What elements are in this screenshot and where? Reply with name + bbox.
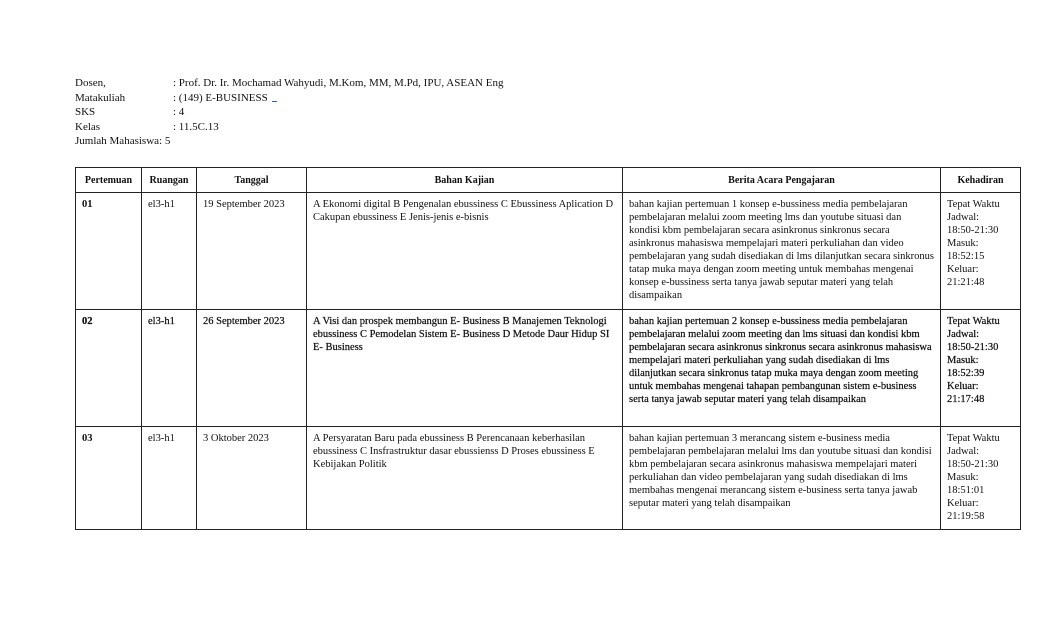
attendance-keluar: 21:21:48 [947, 277, 985, 288]
attendance-masuk-label: Masuk: [947, 355, 979, 366]
attendance-masuk-label: Masuk: [947, 238, 979, 249]
sks-value: : 4 [173, 106, 185, 118]
dosen-label: Dosen, [75, 77, 106, 89]
attendance-masuk-label: Masuk: [947, 472, 979, 483]
header-pertemuan: Pertemuan [76, 168, 142, 193]
info-row-jumlah [75, 134, 503, 149]
cell-kehadiran [941, 193, 1021, 310]
cell-pertemuan: 02 [76, 310, 142, 427]
jumlah-label: Jumlah Mahasiswa [75, 135, 160, 147]
cell-tanggal: 3 Oktober 2023 [197, 427, 307, 530]
cell-kehadiran [941, 310, 1021, 427]
cell-berita-acara: bahan kajian pertemuan 2 konsep e-bussiness media pembelajaran pembelajaran melalui zoom meeting dan lms situasi dan kondisi kbm pembelajaran secara asinkronus sinkronus secara asinkronus mahasiswa mempelajari materi perkuliahan yang sudah disediakan di lms dilanjutkan secara sinkronus tatap muka maya dengan zoom meeting untuk membahas mengenai tahapan pembangunan sistem e-business serta tanya jawab seputar materi yang telah disampaikan [623, 310, 941, 427]
attendance-masuk: 18:51:01 [947, 485, 985, 496]
info-row-sks [75, 105, 503, 120]
matakuliah-link[interactable] [272, 91, 277, 102]
table-row [76, 427, 1021, 530]
attendance-keluar-label: Keluar: [947, 264, 979, 275]
info-row-matakuliah [75, 91, 503, 106]
header-berita-acara: Berita Acara Pengajaran [623, 168, 941, 193]
sks-label: SKS [75, 106, 96, 118]
attendance-keluar-label: Keluar: [947, 381, 979, 392]
attendance-status: Tepat Waktu [947, 316, 1000, 327]
matakuliah-label: Matakuliah [75, 91, 126, 104]
header-bahan-kajian: Bahan Kajian [307, 168, 623, 193]
attendance-jadwal-label: Jadwal: [947, 446, 980, 457]
attendance-masuk: 18:52:15 [947, 251, 985, 262]
attendance-jadwal-label: Jadwal: [947, 329, 980, 340]
jumlah-value: : 5 [159, 135, 171, 147]
cell-berita-acara: bahan kajian pertemuan 1 konsep e-bussiness media pembelajaran pembelajaran melalui zoom meeting lms dan youtube situasi dan kondisi kbm pembelajaran secara asinkronus sinkronus secara asinkronus mahasiswa mempelajari materi perkuliahan dan video pembelajaran yang sudah disediakan di lms dilanjutkan secara sinkronus tatap muka maya dengan zoom meeting untuk membahas mengenai konsep e-bussiness serta tanya jawab seputar materi yang telah disampaikan [623, 193, 941, 310]
attendance-keluar-label: Keluar: [947, 498, 979, 509]
cell-bahan-kajian: A Ekonomi digital B Pengenalan ebussiness C Ebussiness Aplication D Cakupan ebussiness E Jenis-jenis e-bisnis [307, 193, 623, 310]
cell-tanggal: 26 September 2023 [197, 310, 307, 427]
cell-pertemuan: 01 [76, 193, 142, 310]
header-tanggal: Tanggal [197, 168, 307, 193]
info-row-kelas [75, 120, 503, 135]
attendance-jadwal-label: Jadwal: [947, 212, 980, 223]
table-header-row [76, 168, 1021, 193]
kelas-value: : 11.5C.13 [173, 120, 219, 133]
attendance-masuk: 18:52:39 [947, 368, 985, 379]
table-row [76, 310, 1021, 427]
header-kehadiran: Kehadiran [941, 168, 1021, 193]
cell-ruangan: el3-h1 [142, 310, 197, 427]
attendance-jadwal: 18:50-21:30 [947, 225, 999, 236]
cell-bahan-kajian: A Persyaratan Baru pada ebussiness B Perencanaan keberhasilan ebussiness C Insfrastruktur dasar ebussienss D Proses ebussiness E Kebijakan Politik [307, 427, 623, 530]
table-row [76, 193, 1021, 310]
attendance-jadwal: 18:50-21:30 [947, 459, 999, 470]
cell-tanggal: 19 September 2023 [197, 193, 307, 310]
teaching-log-table [75, 167, 1021, 530]
attendance-status: Tepat Waktu [947, 199, 1000, 210]
attendance-keluar: 21:19:58 [947, 511, 985, 522]
cell-ruangan: el3-h1 [142, 193, 197, 310]
cell-bahan-kajian: A Visi dan prospek membangun E- Business B Manajemen Teknologi ebussiness C Pemodelan Sistem E- Business D Metode Daur Hidup SI E- Business [307, 310, 623, 427]
cell-kehadiran [941, 427, 1021, 530]
dosen-value: : Prof. Dr. Ir. Mochamad Wahyudi, M.Kom, MM, M.Pd, IPU, ASEAN Eng [173, 77, 504, 89]
matakuliah-value: : (149) E-BUSINESS [173, 91, 268, 104]
attendance-jadwal: 18:50-21:30 [947, 342, 999, 353]
cell-pertemuan: 03 [76, 427, 142, 530]
kelas-label: Kelas [75, 120, 101, 133]
cell-berita-acara: bahan kajian pertemuan 3 merancang sistem e-business media pembelajaran pembelajaran melalui lms dan youtube situasi dan kondisi kbm pembelajaran secara asinkronus mahasiswa mempelajari materi perkuliahan dan video pembelajaran yang sudah disediakan di lms membahas mengenai merancang sistem e-business serta tanya jawab seputar materi yang telah disampaikan [623, 427, 941, 530]
attendance-keluar: 21:17:48 [947, 394, 985, 405]
course-info [75, 76, 503, 149]
cell-ruangan: el3-h1 [142, 427, 197, 530]
info-row-dosen [75, 76, 503, 91]
attendance-status: Tepat Waktu [947, 433, 1000, 444]
header-ruangan: Ruangan [142, 168, 197, 193]
